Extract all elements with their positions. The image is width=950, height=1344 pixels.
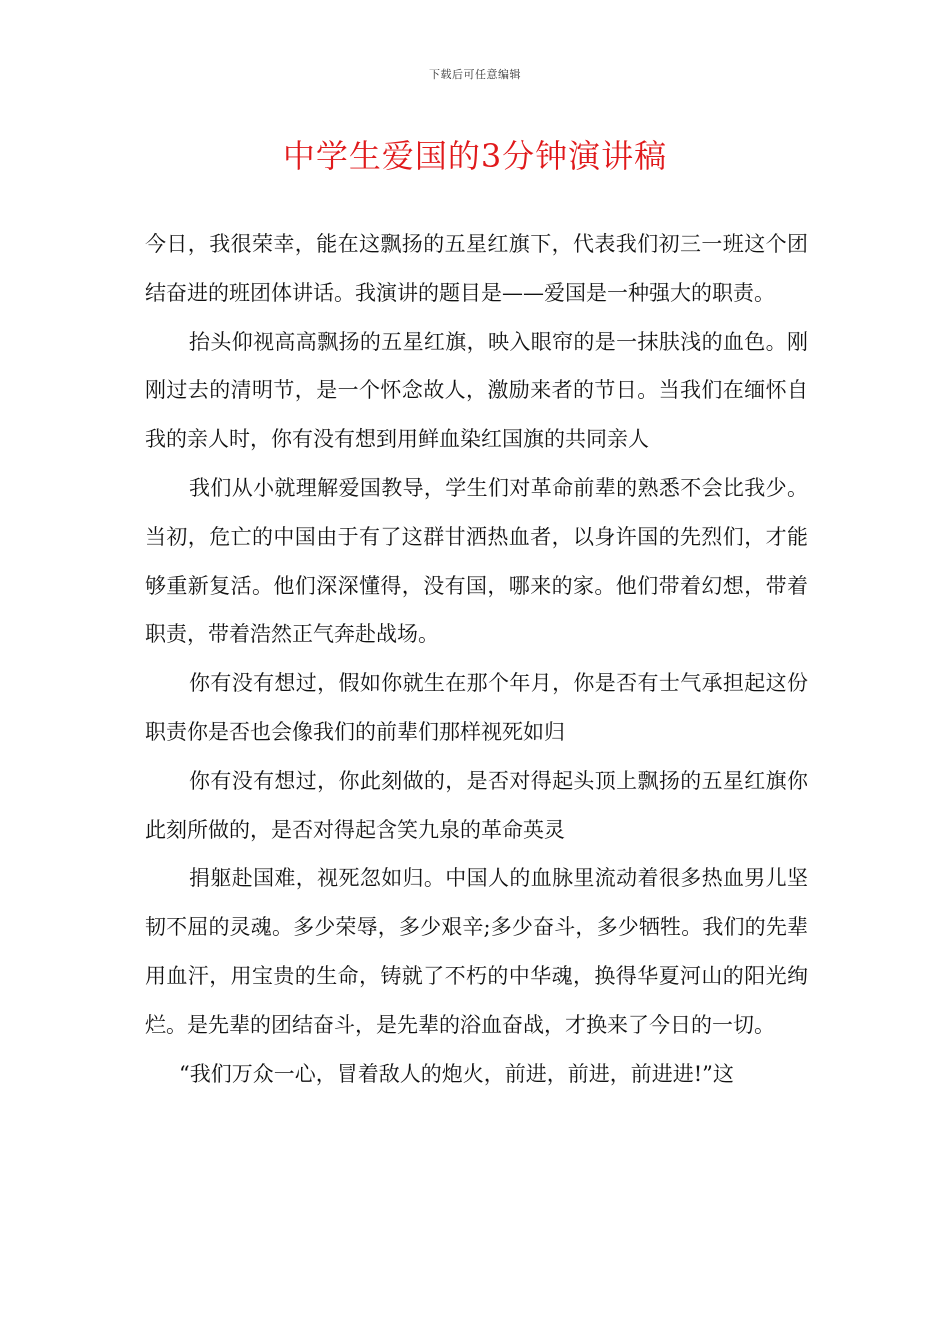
paragraph-intro: 今日，我很荣幸，能在这飘扬的五星红旗下，代表我们初三一班这个团结奋进的班团体讲话。我演讲的题目是——爱国是一种强大的职责。 bbox=[145, 232, 808, 305]
document-title: 中学生爱国的3分钟演讲稿 bbox=[282, 137, 668, 175]
paragraph-flag: 抬头仰视高高飘扬的五星红旗，映入眼帘的是一抹肤浅的血色。刚刚过去的清明节，是一个怀念故人，激励来者的节日。当我们在缅怀自我的亲人时，你有没有想到用鲜血染红国旗的共同亲人 bbox=[145, 329, 808, 452]
header-note: 下载后可任意编辑 bbox=[429, 68, 521, 81]
paragraph-quote: “我们万众一心，冒着敌人的炮火，前进，前进，前进进!”这 bbox=[179, 1061, 734, 1086]
paragraph-question-2: 你有没有想过，你此刻做的，是否对得起头顶上飘扬的五星红旗你此刻所做的，是否对得起含笑九泉的革命英灵 bbox=[145, 768, 808, 842]
paragraph-education: 我们从小就理解爱国教导，学生们对革命前辈的熟悉不会比我少。当初，危亡的中国由于有了这群甘洒热血者，以身许国的先烈们，才能够重新复活。他们深深懂得，没有国，哪来的家。他们带着幻想，带着职责，带着浩然正气奔赴战场。 bbox=[145, 475, 808, 647]
document-body bbox=[145, 220, 808, 1098]
paragraph-question-1: 你有没有想过，假如你就生在那个年月，你是否有士气承担起这份职责你是否也会像我们的前辈们那样视死如归 bbox=[145, 671, 808, 744]
paragraph-sacrifice: 捐躯赴国难，视死忽如归。中国人的血脉里流动着很多热血男儿坚韧不屈的灵魂。多少荣辱，多少艰辛;多少奋斗，多少牺牲。我们的先辈用血汗，用宝贵的生命，铸就了不朽的中华魂，换得华夏河山的阳光绚烂。是先辈的团结奋斗，是先辈的浴血奋战，才换来了今日的一切。 bbox=[145, 866, 808, 1037]
